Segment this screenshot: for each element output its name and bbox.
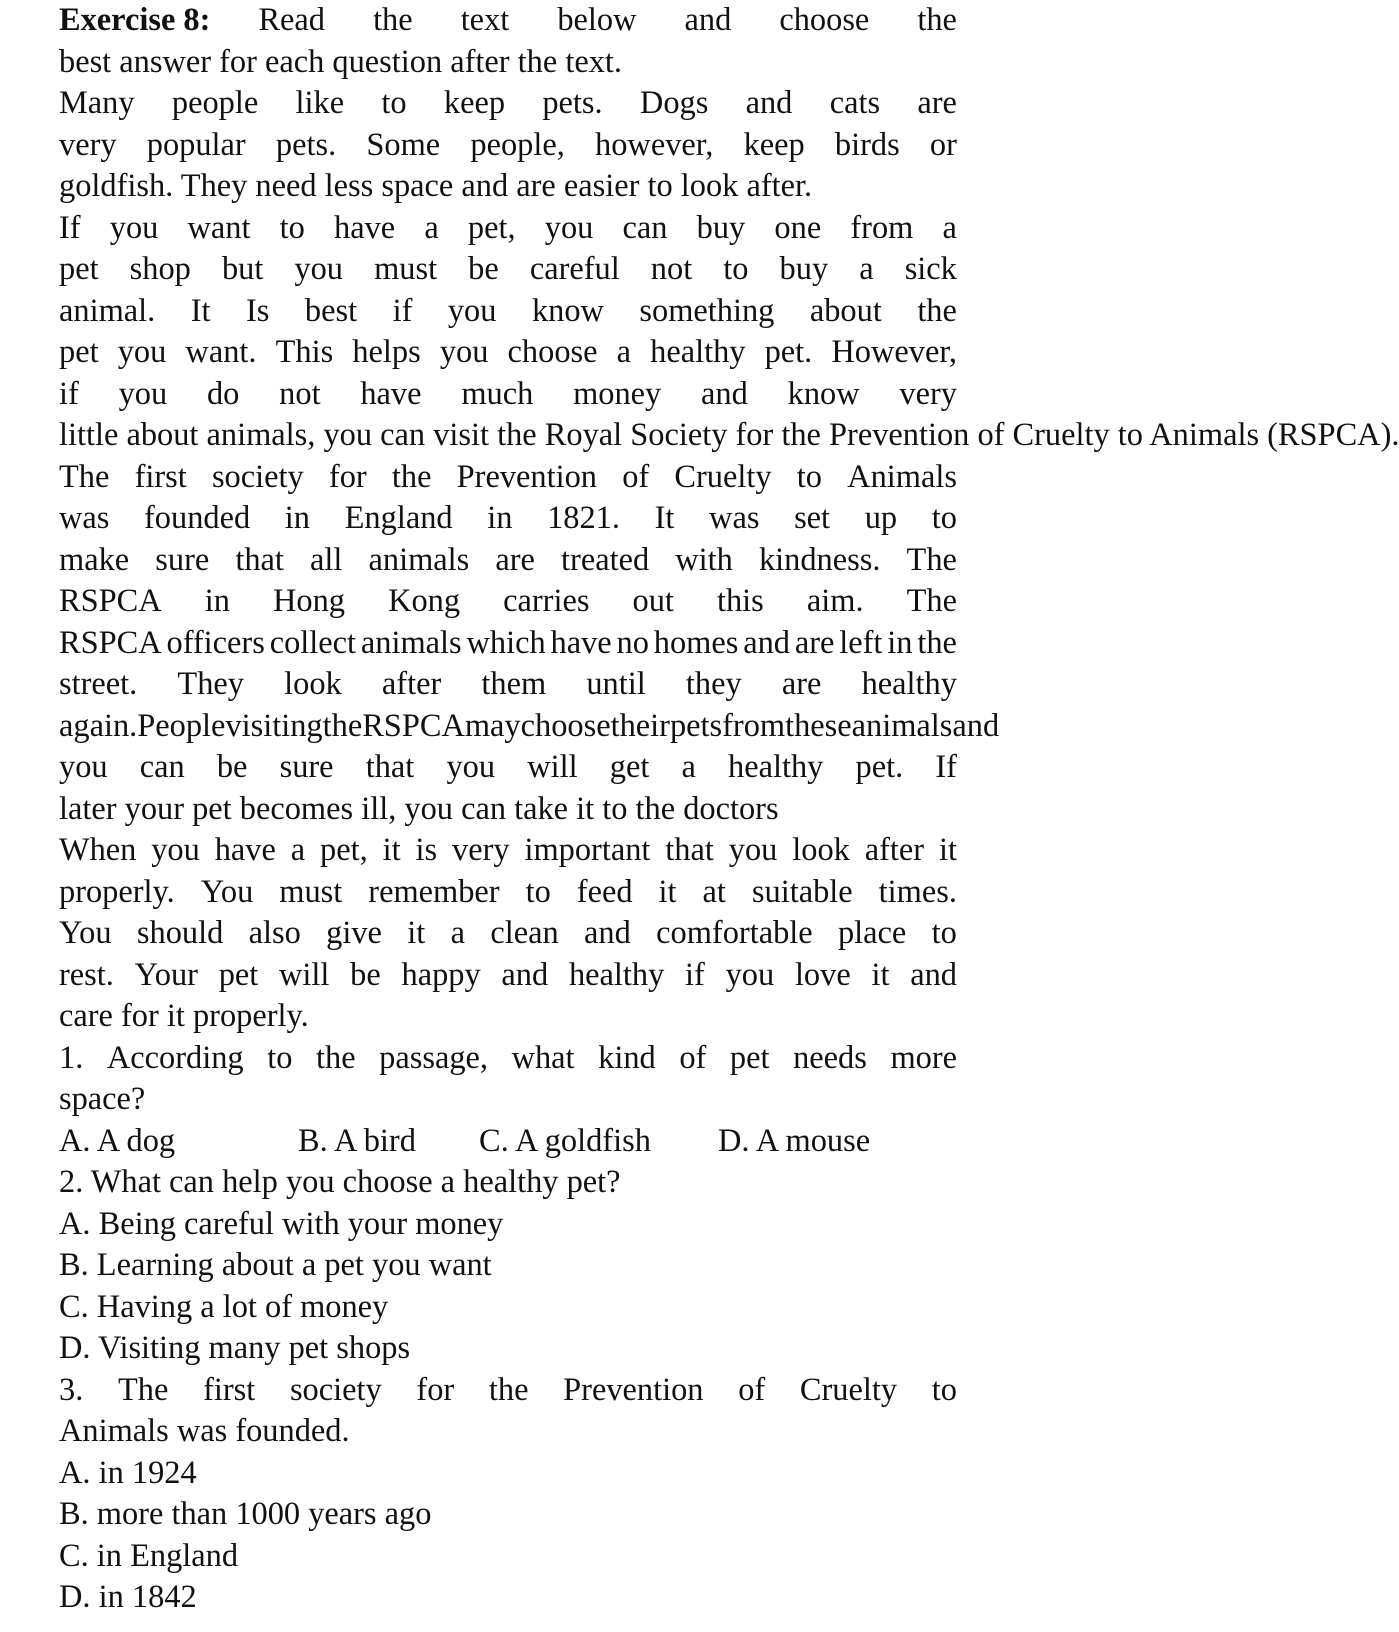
word: it [938, 832, 957, 868]
word: know [787, 375, 860, 412]
word: at [702, 873, 726, 910]
word: pet. [764, 334, 813, 370]
word: left [839, 624, 883, 661]
word: sure [155, 541, 210, 578]
word: give [326, 915, 382, 951]
word: The [906, 541, 957, 578]
word: may [464, 707, 521, 744]
word: homes [653, 624, 739, 661]
word: animals [360, 624, 462, 661]
word: Prevention [563, 1371, 704, 1408]
word: you [446, 749, 496, 785]
word: Animals [847, 458, 957, 495]
word: in [887, 624, 913, 661]
answer-option[interactable]: A. Being careful with your money [59, 1205, 504, 1242]
word: They [177, 666, 244, 702]
word: street. [59, 666, 138, 702]
word: a [616, 334, 632, 370]
word: be [468, 251, 499, 287]
word: cats [829, 85, 881, 121]
word: of [679, 1039, 707, 1076]
word: these [785, 707, 852, 744]
word: sure [279, 749, 334, 785]
word: you [109, 209, 159, 246]
word: to [267, 1039, 293, 1076]
word: get [609, 749, 650, 785]
word: something [639, 292, 775, 329]
passage-paragraph [59, 249, 957, 291]
word: want [187, 209, 251, 246]
answer-option[interactable]: C. Having a lot of money [59, 1288, 389, 1325]
passage-paragraph [59, 540, 957, 582]
passage-paragraph [59, 706, 1000, 748]
word: for [328, 458, 367, 495]
word: You [200, 873, 254, 910]
exercise-label: Exercise 8: [59, 2, 211, 38]
word: it [658, 873, 677, 910]
word: Some [366, 126, 441, 163]
word: birds [834, 126, 900, 163]
word: are [781, 666, 822, 702]
passage-paragraph [59, 291, 957, 333]
word: pet [218, 956, 259, 993]
word: choose [520, 707, 611, 744]
word: 1. [59, 1039, 84, 1076]
word: Cruelty [799, 1371, 898, 1408]
word: Your [134, 956, 198, 993]
word: it [407, 915, 426, 951]
word: until [586, 666, 646, 702]
word: to [381, 85, 407, 121]
word: are [495, 541, 535, 578]
word: if [392, 292, 413, 329]
word: you [59, 749, 108, 785]
word: the [391, 458, 432, 495]
word: can [622, 209, 668, 246]
word: love [794, 956, 851, 993]
word: to [723, 251, 749, 287]
word: animal. [59, 292, 156, 329]
word: RSPCA [59, 583, 162, 619]
word: collect [269, 624, 357, 661]
word: society [289, 1371, 382, 1408]
answer-option[interactable]: D. A mouse [718, 1122, 871, 1159]
word: remember [368, 873, 500, 910]
word: you [151, 832, 200, 868]
word: pet, [320, 832, 368, 868]
word: from [722, 707, 786, 744]
word: and [584, 915, 631, 951]
word: below [557, 2, 637, 38]
passage-paragraph: care for it properly. [59, 998, 309, 1034]
word: RSPCA [59, 624, 162, 661]
word: in [284, 500, 310, 536]
word: choose [779, 2, 870, 38]
question-3-text [59, 1370, 957, 1412]
word: This [275, 334, 334, 370]
word: that [365, 749, 415, 785]
word: about [809, 292, 882, 329]
word: Cruelty [674, 458, 772, 495]
passage-paragraph [59, 208, 957, 250]
word: is [415, 832, 438, 868]
word: the [322, 707, 363, 744]
word: you [117, 334, 167, 370]
word: will [527, 749, 578, 785]
word: aim. [806, 583, 864, 619]
word: 1821. [547, 500, 620, 536]
word: be [350, 956, 381, 993]
word: like [295, 85, 345, 121]
word: from [850, 209, 914, 246]
word: with [675, 541, 733, 578]
word: them [481, 666, 547, 702]
word: for [416, 1371, 455, 1408]
word: will [279, 956, 330, 993]
passage-paragraph [59, 332, 957, 374]
word: animals [851, 707, 953, 744]
word: was [59, 500, 110, 536]
word: you [725, 956, 775, 993]
word: they [685, 666, 742, 702]
word: needs [793, 1039, 867, 1076]
word: again. [59, 707, 138, 744]
question-1-text: space? [59, 1081, 146, 1117]
word: one [774, 209, 822, 246]
word: if [59, 375, 79, 412]
word: to [931, 1371, 957, 1408]
word: kind [598, 1039, 656, 1076]
word: people [171, 85, 259, 121]
word: are [794, 624, 835, 661]
word: want. [185, 334, 257, 370]
word: not [279, 375, 321, 412]
word: you [447, 292, 497, 329]
word: a [942, 209, 957, 246]
word: important [524, 832, 651, 868]
word: treated [561, 541, 650, 578]
word: best [304, 292, 358, 329]
word: feed [576, 873, 633, 910]
word: rest. [59, 956, 114, 993]
word: must [279, 873, 343, 910]
word: The [118, 1371, 169, 1408]
passage-paragraph [59, 457, 957, 499]
word: look [792, 832, 850, 868]
word: have [214, 832, 276, 868]
word: however, [595, 126, 714, 163]
passage-paragraph [59, 83, 957, 125]
word: society [211, 458, 304, 495]
word: pet [59, 334, 99, 370]
word: helps [352, 334, 421, 370]
word: a [859, 251, 874, 287]
word: money [573, 375, 662, 412]
word: to [931, 915, 957, 951]
passage-paragraph [59, 830, 957, 872]
word: this [716, 583, 764, 619]
word: pet [59, 251, 99, 287]
word: of [738, 1371, 766, 1408]
passage-paragraph: later your pet becomes ill, you can take it to the doctors [59, 790, 779, 827]
word: healthy [650, 334, 746, 370]
word: the [917, 2, 957, 38]
word: comfortable [656, 915, 813, 951]
word: pets. [275, 126, 337, 163]
word: keep [443, 85, 506, 121]
word: have [334, 209, 396, 246]
word: be [216, 749, 248, 785]
word: but [221, 251, 264, 287]
word: after [381, 666, 442, 702]
word: what [511, 1039, 575, 1076]
word: the [373, 2, 413, 38]
word: suitable [751, 873, 853, 910]
word: very [452, 832, 510, 868]
word: look [284, 666, 342, 702]
word: and [743, 624, 790, 661]
word: a [424, 209, 439, 246]
word: healthy [728, 749, 824, 785]
word: have [360, 375, 422, 412]
passage-paragraph [59, 913, 957, 955]
word: healthy [568, 956, 665, 993]
word: sick [904, 251, 957, 287]
word: If [59, 209, 81, 246]
word: or [929, 126, 957, 163]
word: clean [490, 915, 559, 951]
word: you [118, 375, 168, 412]
answer-option[interactable]: B. more than 1000 years ago [59, 1496, 432, 1532]
word: make [59, 541, 130, 578]
word: keep [743, 126, 805, 163]
word: you [544, 209, 594, 246]
word: a [450, 915, 466, 951]
question-2-text: 2. What can help you choose a healthy pet? [59, 1164, 621, 1200]
passage-paragraph [59, 955, 957, 997]
word: up [864, 500, 898, 536]
word: set [794, 500, 831, 536]
answer-option[interactable]: B. A bird [298, 1122, 416, 1159]
word: When [59, 832, 137, 868]
question-1-options [59, 1121, 957, 1163]
passage-paragraph [59, 747, 957, 789]
word: to [279, 209, 305, 246]
word: the [917, 292, 957, 329]
exercise-instruction: best answer for each question after the text. [59, 43, 623, 80]
word: very [59, 126, 117, 163]
word: The [59, 458, 110, 495]
word: all [310, 541, 343, 578]
word: a [290, 832, 306, 868]
word: text [460, 2, 510, 38]
word: buy [696, 209, 746, 246]
word: It [190, 292, 211, 329]
word: officers [166, 624, 265, 661]
word: the [488, 1371, 529, 1408]
word: a [681, 749, 696, 785]
word: must [374, 251, 438, 287]
word: pets. [542, 85, 603, 121]
word: more [890, 1039, 957, 1076]
answer-option[interactable]: B. Learning about a pet you want [59, 1247, 492, 1283]
passage-paragraph [59, 664, 957, 706]
word: Prevention [456, 458, 598, 495]
answer-option[interactable]: C. A goldfish [479, 1122, 651, 1159]
word: to [796, 458, 822, 495]
word: Dogs [639, 85, 709, 121]
word: England [344, 500, 453, 536]
word: popular [146, 126, 246, 163]
answer-option[interactable]: D. Visiting many pet shops [59, 1330, 411, 1366]
word: you [728, 832, 778, 868]
word: choose [507, 334, 598, 370]
answer-option[interactable]: A. A dog [59, 1122, 176, 1159]
passage-paragraph [59, 125, 957, 167]
word: Read [258, 2, 326, 38]
word: and [745, 85, 793, 121]
answer-option[interactable]: D. in 1842 [59, 1579, 197, 1615]
answer-option[interactable]: C. in England [59, 1537, 239, 1574]
word: and [701, 375, 748, 412]
word: you [294, 251, 343, 287]
word: the [316, 1039, 356, 1076]
word: However, [831, 334, 957, 370]
word: properly. [59, 873, 175, 910]
word: people, [470, 126, 565, 163]
word: RSPCA [362, 707, 465, 744]
word: founded [144, 500, 251, 536]
word: pet [729, 1039, 770, 1076]
word: can [139, 749, 185, 785]
word: kindness. [758, 541, 881, 578]
word: It [654, 500, 675, 536]
word: their [610, 707, 670, 744]
word: also [248, 915, 301, 951]
word: careful [529, 251, 620, 287]
word: of [622, 458, 650, 495]
question-1-text [59, 1038, 957, 1080]
word: first [203, 1371, 256, 1408]
passage-paragraph: little about animals, you can visit the Royal Society for the Prevention of Cruelty to Animals (RSPCA). [59, 417, 1399, 453]
passage-paragraph [59, 498, 957, 540]
word: it [382, 832, 401, 868]
word: was [709, 500, 760, 536]
word: after [864, 832, 925, 868]
passage-paragraph [59, 581, 957, 623]
word: first [134, 458, 187, 495]
word: and [501, 956, 549, 993]
word: that [665, 832, 714, 868]
word: The [906, 583, 957, 619]
word: which [466, 624, 546, 661]
answer-option[interactable]: A. in 1924 [59, 1454, 197, 1491]
word: and [910, 956, 957, 993]
word: out [632, 583, 674, 619]
passage-paragraph [59, 623, 957, 665]
word: Is [246, 292, 270, 329]
word: shop [129, 251, 191, 287]
word: that [235, 541, 284, 578]
word: very [899, 375, 957, 412]
word: much [461, 375, 534, 412]
word: People [137, 707, 226, 744]
word: happy [401, 956, 481, 993]
word: According [106, 1039, 244, 1076]
word: place [837, 915, 907, 951]
word: should [136, 915, 224, 951]
word: pet, [467, 209, 516, 246]
word: pets [669, 707, 723, 744]
word: passage, [379, 1039, 488, 1076]
word: are [917, 85, 957, 121]
word: visiting [225, 707, 323, 744]
word: in [204, 583, 230, 619]
word: no [616, 624, 649, 661]
word: 3. [59, 1371, 84, 1408]
passage-paragraph [59, 374, 957, 416]
word: not [650, 251, 693, 287]
passage-paragraph [59, 872, 957, 914]
word: you [439, 334, 489, 370]
passage-paragraph: goldfish. They need less space and are easier to look after. [59, 168, 813, 204]
word: and [952, 707, 1000, 744]
word: in [487, 500, 513, 536]
word: Kong [388, 583, 461, 619]
word: times. [878, 873, 957, 910]
word: buy [779, 251, 829, 287]
word: to [931, 500, 957, 536]
word: if [685, 956, 705, 993]
word: animals [368, 541, 470, 578]
question-3-text: Animals was founded. [59, 1413, 350, 1449]
word: If [935, 749, 957, 785]
word: know [531, 292, 604, 329]
word: do [206, 375, 240, 412]
word: to [525, 873, 551, 910]
word: healthy [861, 666, 957, 702]
word: and [684, 2, 732, 38]
exercise-page [59, 0, 1399, 1619]
word: have [550, 624, 612, 661]
word: pet. [855, 749, 904, 785]
word: Many [59, 85, 135, 121]
word: You [59, 915, 112, 951]
word: carries [503, 583, 590, 619]
exercise-header [59, 0, 957, 42]
word: the [917, 624, 957, 661]
word: it [871, 956, 890, 993]
word: Hong [273, 583, 345, 619]
